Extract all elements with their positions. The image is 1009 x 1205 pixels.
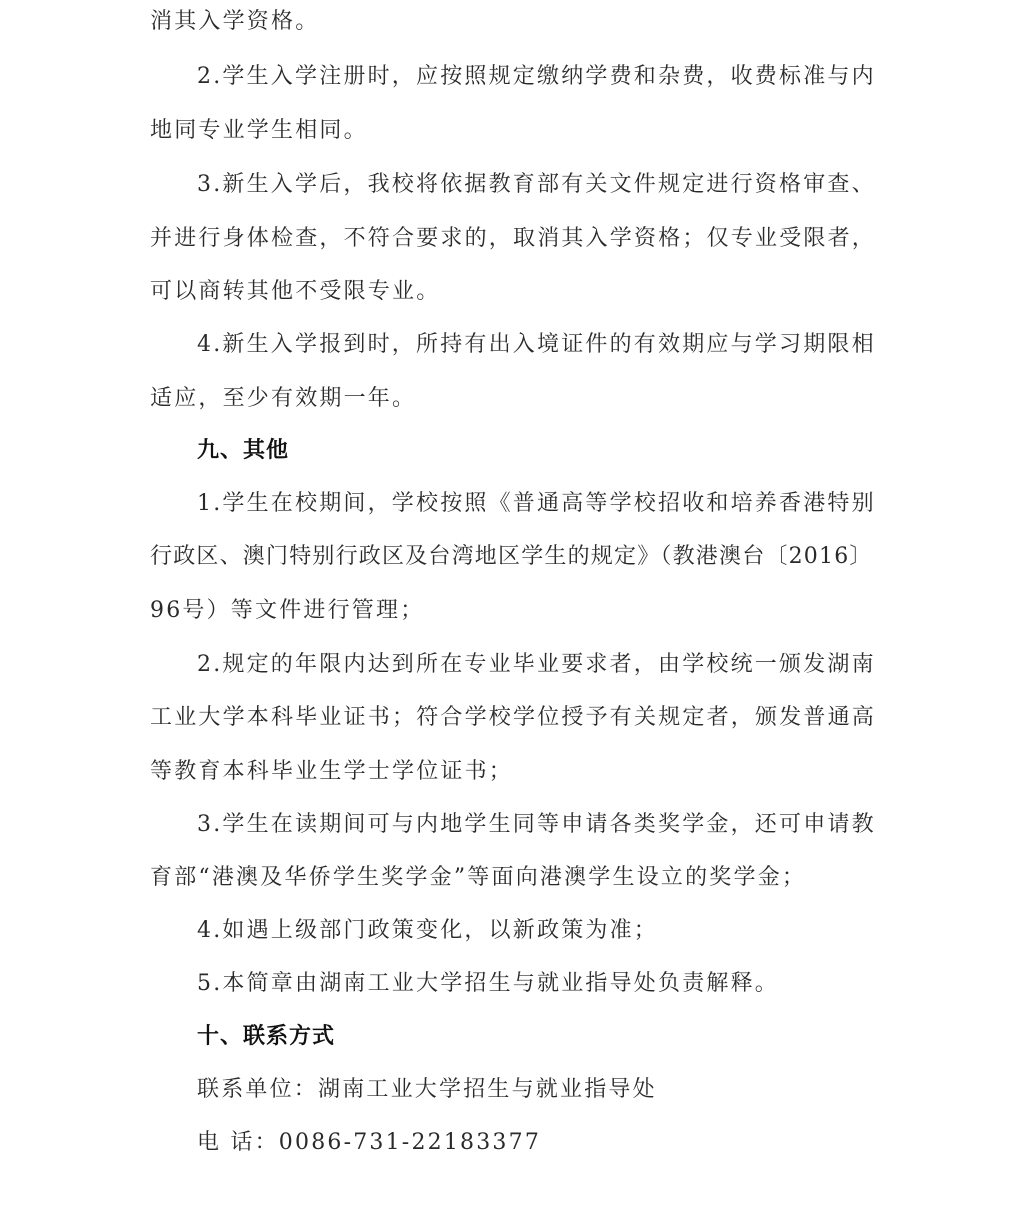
paragraph-line: 消其入学资格。	[150, 9, 320, 34]
paragraph-line: 等教育本科毕业生学士学位证书；	[150, 759, 514, 784]
paragraph-line: 5.本简章由湖南工业大学招生与就业指导处负责解释。	[197, 971, 779, 996]
paragraph-line: 育部“港澳及华侨学生奖学金”等面向港澳学生设立的奖学金；	[150, 865, 807, 890]
paragraph-line: 2.学生入学注册时，应按照规定缴纳学费和杂费，收费标准与内	[197, 64, 876, 89]
paragraph-line: 3.学生在读期间可与内地学生同等申请各类奖学金，还可申请教	[197, 812, 876, 837]
paragraph-line: 适应，至少有效期一年。	[150, 386, 417, 411]
paragraph-line: 并进行身体检查，不符合要求的，取消其入学资格；仅专业受限者，	[150, 226, 877, 251]
section-heading-contact: 十、联系方式	[197, 1024, 336, 1049]
paragraph-line: 地同专业学生相同。	[150, 118, 368, 143]
paragraph-line: 可以商转其他不受限专业。	[150, 279, 441, 304]
paragraph-line: 4.新生入学报到时，所持有出入境证件的有效期应与学习期限相	[197, 332, 876, 357]
contact-phone: 电 话：0086-731-22183377	[197, 1130, 542, 1155]
contact-unit: 联系单位：湖南工业大学招生与就业指导处	[197, 1077, 657, 1102]
paragraph-line: 1.学生在校期间，学校按照《普通高等学校招收和培养香港特别	[197, 491, 876, 516]
paragraph-line: 96号）等文件进行管理；	[150, 598, 425, 623]
paragraph-line: 工业大学本科毕业证书；符合学校学位授予有关规定者，颁发普通高	[150, 705, 877, 730]
paragraph-line: 3.新生入学后，我校将依据教育部有关文件规定进行资格审查、	[197, 172, 876, 197]
paragraph-line: 行政区、澳门特别行政区及台湾地区学生的规定》（教港澳台〔2016〕	[150, 544, 873, 569]
section-heading-other: 九、其他	[197, 438, 290, 463]
paragraph-line: 4.如遇上级部门政策变化，以新政策为准；	[197, 918, 658, 943]
paragraph-line: 2.规定的年限内达到所在专业毕业要求者，由学校统一颁发湖南	[197, 652, 876, 677]
